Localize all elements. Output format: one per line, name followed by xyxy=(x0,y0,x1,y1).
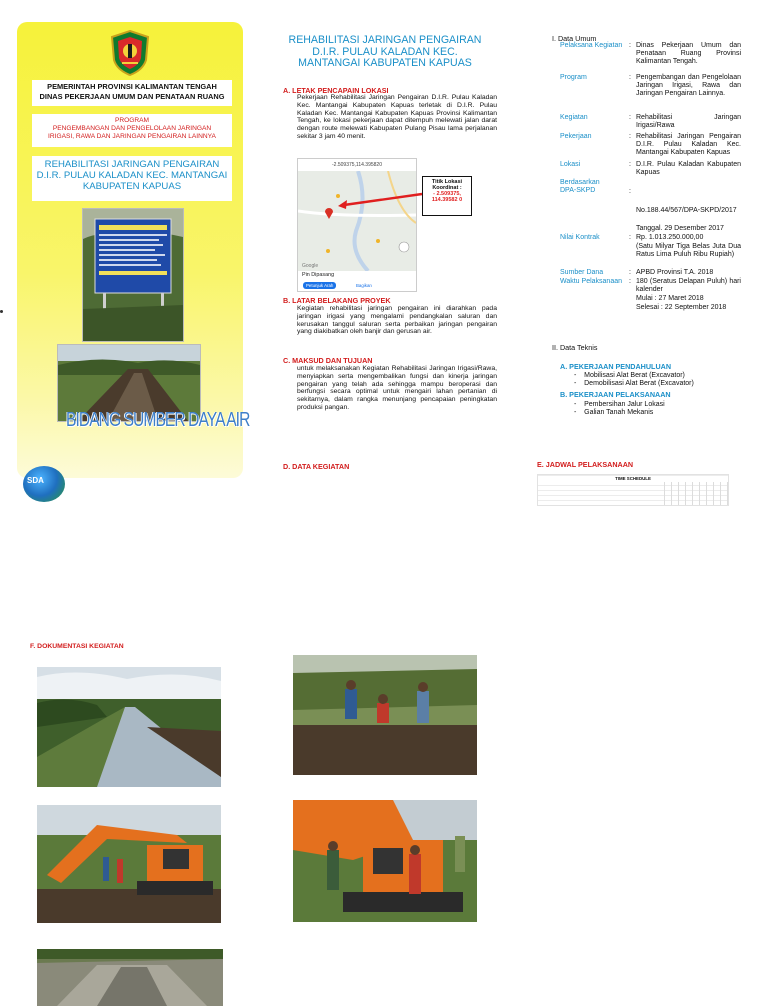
kv-label: Kegiatan xyxy=(560,114,588,121)
kv-row xyxy=(560,74,742,114)
location-map xyxy=(297,158,417,292)
program-line-2: IRIGASI, RAWA DAN JARINGAN PENGAIRAN LAINNYA xyxy=(48,133,216,141)
callout-arrow xyxy=(336,190,424,210)
province-emblem-icon xyxy=(110,30,150,76)
kv-colon: : xyxy=(629,74,631,81)
schedule-grid xyxy=(658,482,728,505)
bidang-title: BIDANG SUMBER DAYA AIR xyxy=(66,409,250,431)
callout-value: - 2.509375, 114.39582 0 xyxy=(431,191,463,204)
gov-line-1: PEMERINTAH PROVINSI KALIMANTAN TENGAH xyxy=(47,82,217,91)
cover-title-box xyxy=(32,156,232,201)
kv-colon: : xyxy=(629,42,631,49)
cover-title-line-3: KABUPATEN KAPUAS xyxy=(82,181,182,193)
coordinate-callout xyxy=(422,176,472,216)
kv-value: 180 (Seratus Delapan Puluh) hari kalender xyxy=(636,278,741,293)
doc-photo-canal xyxy=(37,667,221,787)
kv-value: Rp. 1.013.250.000,00 xyxy=(636,234,704,241)
section-d-heading: D. DATA KEGIATAN xyxy=(283,462,350,471)
kv-value: (Satu Milyar Tiga Belas Juta Dua Ratus Lima Puluh Ribu Rupiah) xyxy=(636,243,741,258)
time-schedule-table xyxy=(537,474,729,506)
program-box xyxy=(32,114,232,147)
teknis-b-item: - Pembersihan Jalur Lokasi xyxy=(574,401,665,408)
kv-label: Program xyxy=(560,74,587,81)
doc-photo-excavator-2 xyxy=(293,800,477,922)
kv-value: Rehabilitasi Jaringan Irigasi/Rawa xyxy=(636,114,741,129)
kv-row xyxy=(560,278,742,295)
sda-logo-text: SDA xyxy=(27,476,44,485)
kv-colon: : xyxy=(629,269,631,276)
teknis-b-item-text: Galian Tanah Mekanis xyxy=(584,409,654,416)
doc-title-line-1: REHABILITASI JARINGAN PENGAIRAN xyxy=(288,34,482,46)
kv-row xyxy=(560,179,742,207)
teknis-a-item: - Mobilisasi Alat Berat (Excavator) xyxy=(574,372,685,379)
map-place-label: Pin Dipasang xyxy=(302,272,335,278)
doc-photo-excavator-1 xyxy=(37,805,221,923)
kv-row xyxy=(560,243,742,269)
kv-row xyxy=(560,234,742,243)
kv-row xyxy=(560,304,742,313)
map-pin-icon xyxy=(324,207,334,219)
teknis-a-heading: A. PEKERJAAN PENDAHULUAN xyxy=(560,362,672,371)
kv-row xyxy=(560,207,742,225)
kv-value: No.188.44/567/DPA-SKPD/2017 xyxy=(636,207,737,214)
doc-title-line-2: D.I.R. PULAU KALADAN KEC. xyxy=(312,45,458,58)
kv-value: Selesai : 22 September 2018 xyxy=(636,304,727,311)
teknis-b-item: - Galian Tanah Mekanis xyxy=(574,409,654,416)
map-route-button[interactable]: Petunjuk Arah xyxy=(303,282,336,289)
kv-value: APBD Provinsi T.A. 2018 xyxy=(636,269,714,276)
teknis-a-item-text: Demobilisasi Alat Berat (Excavator) xyxy=(584,380,694,387)
callout-title: Titik Lokasi Koordinat : xyxy=(431,179,463,191)
program-label: PROGRAM xyxy=(114,117,150,124)
kv-label: Nilai Kontrak xyxy=(560,234,600,241)
data-umum-table xyxy=(560,42,742,313)
teknis-a-item: - Demobilisasi Alat Berat (Excavator) xyxy=(574,380,694,387)
kv-row xyxy=(560,114,742,133)
kv-row xyxy=(560,42,742,74)
kv-colon: : xyxy=(629,278,631,285)
document-title xyxy=(280,35,490,70)
schedule-title: TIME SCHEDULE xyxy=(538,476,728,481)
kv-colon: : xyxy=(629,234,631,241)
map-search-bar[interactable]: -2.509375,114.395820 xyxy=(298,159,416,171)
doc-photo-survey xyxy=(293,655,477,775)
kv-label: Waktu Pelaksanaan xyxy=(560,278,622,285)
sda-logo-icon xyxy=(23,466,65,502)
kv-row xyxy=(560,225,742,234)
kv-row xyxy=(560,133,742,161)
section-c-text: untuk melaksanakan Kegiatan Rehabilitasi Jaringan Irigasi/Rawa, menyiapkan serta mengembalikan fungsi dan kinerja jaringan pengairan yang telah ada sehingga mampu beroperasi dan berfungsi secara optimal untuk mengairi lahan pertanian di sekitarnya, dalam rangka menunjang pencapaian peningkatan produksi pangan. xyxy=(297,365,497,411)
teknis-b-heading: B. PEKERJAAN PELAKSANAAN xyxy=(560,390,671,399)
section-c-heading: C. MAKSUD DAN TUJUAN xyxy=(283,356,373,365)
teknis-b-item-text: Pembersihan Jalur Lokasi xyxy=(584,401,665,408)
cover-title-line-1: REHABILITASI JARINGAN PENGAIRAN xyxy=(44,159,220,170)
project-signboard-photo xyxy=(82,208,184,342)
kv-value: Rehabilitasi Jaringan Pengairan D.I.R. Pulau Kaladan Kec. Mantangai Kabupaten Kapuas xyxy=(636,133,741,156)
section-b-text: Kegiatan rehabilitasi jaringan pengairan ini diarahkan pada jaringan irigasi yang mengalami pendangkalan saluran dan kerusakan tanggul saluran serta perbaikan jaringan pengairan yang diakibatkan oleh banjir dan gerusan air. xyxy=(297,305,497,336)
kv-label: Pelaksana Kegiatan xyxy=(560,42,623,49)
section-a-heading: A. LETAK PENCAPAIN LOKASI xyxy=(283,86,389,95)
map-share-button[interactable]: Bagikan xyxy=(356,283,372,288)
kv-colon: : xyxy=(629,188,631,195)
doc-photo-excavated-channel xyxy=(37,949,223,1006)
data-teknis-heading: II. Data Teknis xyxy=(552,343,598,352)
kv-value: Dinas Pekerjaan Umum dan Penataan Ruang Provinsi Kalimantan Tengah. xyxy=(636,42,741,65)
kv-label: Berdasarkan DPA-SKPD xyxy=(560,179,600,194)
kv-label: Lokasi xyxy=(560,161,581,168)
section-a-text: Pekerjaan Rehabilitasi Jaringan Pengairan D.I.R. Pulau Kaladan Kec. Mantangai Kabupaten Kapuas terletak di D.I.R. Pulau Kaladan Kec. Mantangai Kabupaten Kapuas Provinsi Kalimantan Tengah, ke lokasi pekerjaan dapat ditempuh melewati jalan darat dengan route melewati Kabupaten Pulang Pisau lama perjalanan sekitar 3 jam 40 menit. xyxy=(297,94,497,140)
map-google-label: Google xyxy=(302,263,319,269)
teknis-a-item-text: Mobilisasi Alat Berat (Excavator) xyxy=(584,372,685,379)
kv-value: Mulai : 27 Maret 2018 xyxy=(636,295,704,302)
government-header xyxy=(32,80,232,106)
cover-title-line-2: D.I.R. PULAU KALADAN KEC. MANTANGAI xyxy=(36,170,228,182)
kv-row xyxy=(560,295,742,304)
kv-row xyxy=(560,269,742,278)
kv-value: Pengembangan dan Pengelolaan Jaringan Irigasi, Rawa dan Jaringan Pengairan Lainnya. xyxy=(636,74,741,97)
section-f-heading: F. DOKUMENTASI KEGIATAN xyxy=(30,643,124,650)
program-line-1: PENGEMBANGAN DAN PENGELOLAAN JARINGAN xyxy=(52,125,212,133)
bullet-dot xyxy=(0,310,3,313)
doc-title-line-3: MANTANGAI KABUPATEN KAPUAS xyxy=(298,57,472,70)
kv-colon: : xyxy=(629,114,631,121)
data-umum-heading: I. Data Umum xyxy=(552,34,597,43)
gov-line-2: DINAS PEKERJAAN UMUM DAN PENATAAN RUANG xyxy=(39,91,225,101)
section-b-heading: B. LATAR BELAKANG PROYEK xyxy=(283,296,391,305)
kv-value: D.I.R. Pulau Kaladan Kabupaten Kapuas xyxy=(636,161,741,176)
kv-colon: : xyxy=(629,161,631,168)
kv-colon: : xyxy=(629,133,631,140)
kv-row xyxy=(560,161,742,179)
kv-value: Tanggal. 29 Desember 2017 xyxy=(636,225,724,232)
section-e-heading: E. JADWAL PELAKSANAAN xyxy=(537,460,634,469)
kv-label: Sumber Dana xyxy=(560,269,604,276)
kv-label: Pekerjaan xyxy=(560,133,592,140)
